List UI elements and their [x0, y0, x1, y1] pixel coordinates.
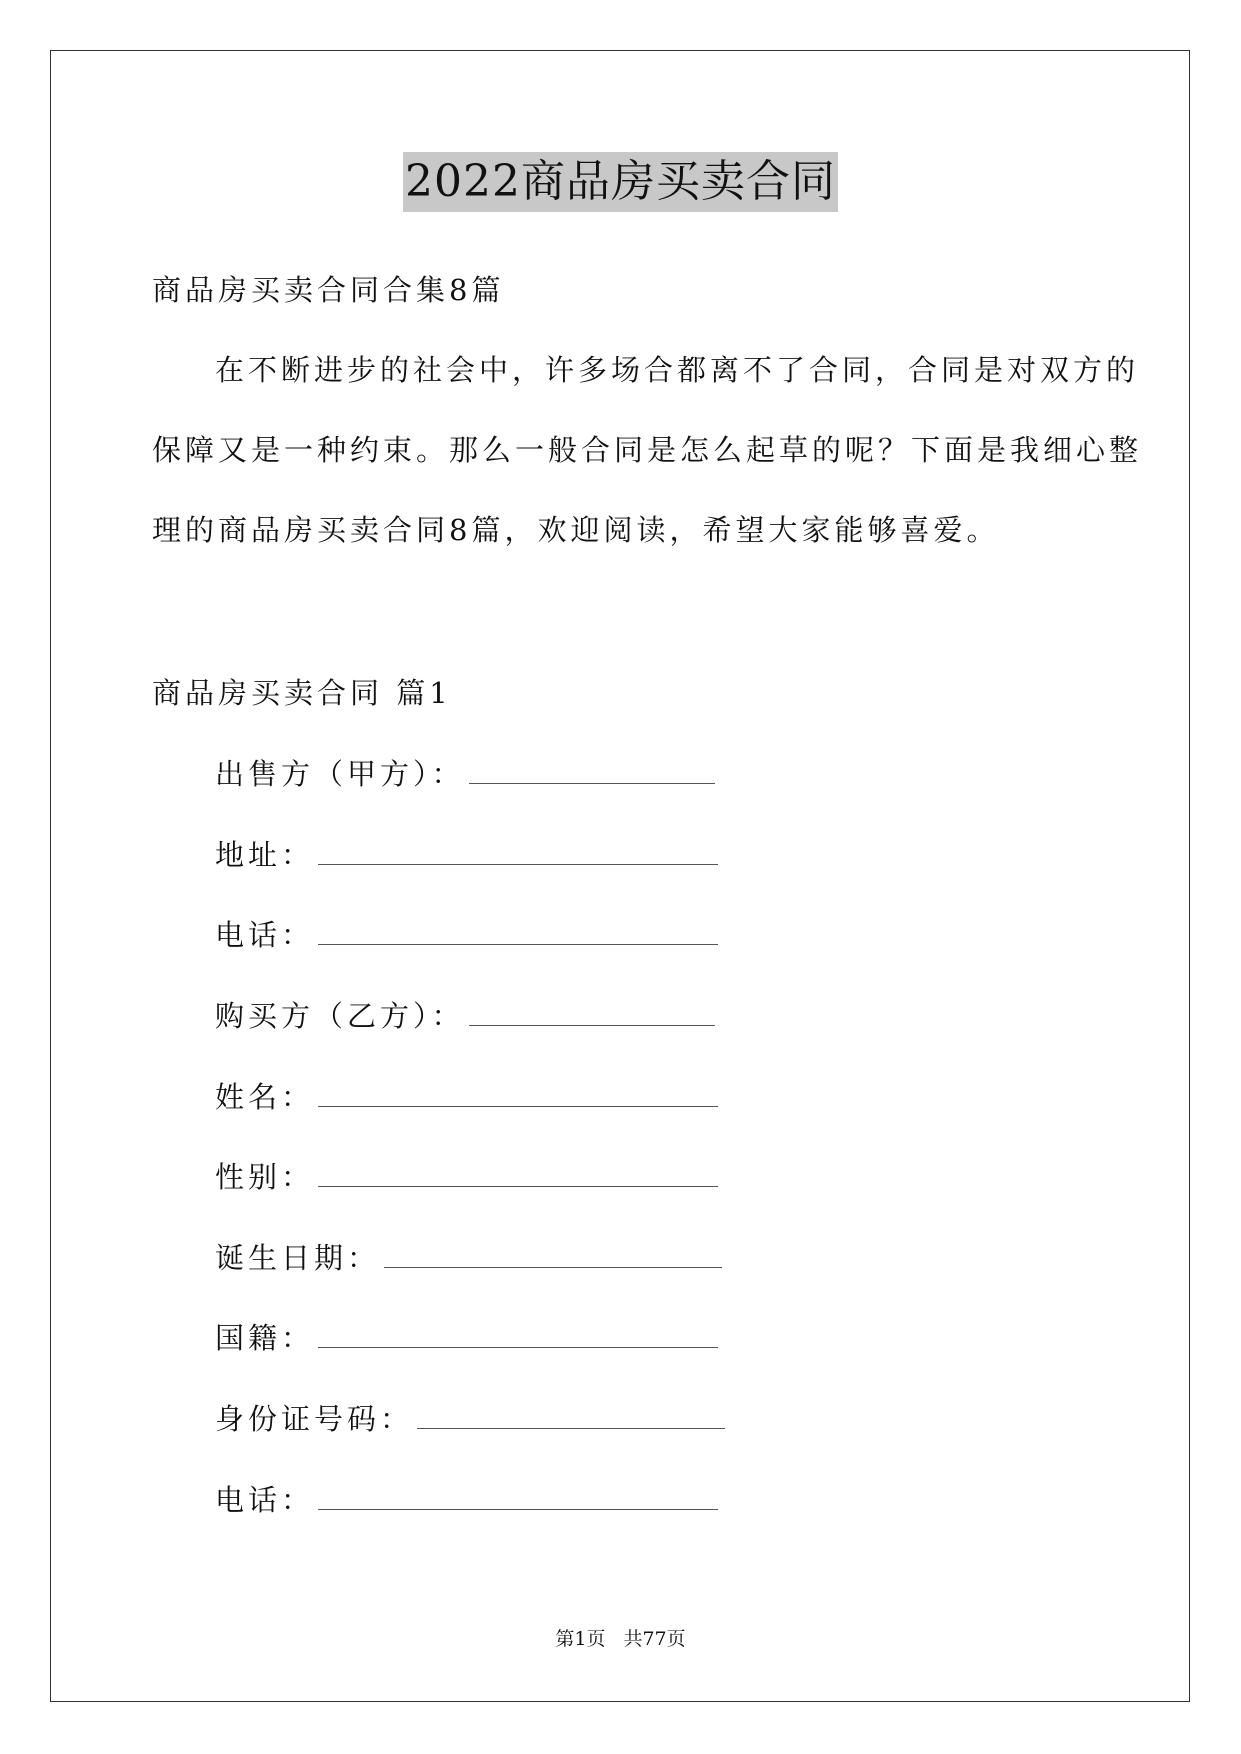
field-label: 身份证号码：: [215, 1402, 414, 1436]
intro-line-2: 保障又是一种约束。那么一般合同是怎么起草的呢？下面是我细心整: [152, 433, 1143, 467]
field-nationality: [215, 1318, 718, 1358]
field-buyer: [215, 996, 715, 1036]
fill-in-blank[interactable]: [469, 999, 715, 1026]
field-address: [215, 835, 718, 875]
field-label: 性别：: [215, 1160, 315, 1194]
field-label: 诞生日期：: [215, 1241, 381, 1275]
field-label: 姓名：: [215, 1080, 315, 1114]
fill-in-blank[interactable]: [318, 1483, 718, 1510]
field-phone-2: [215, 1480, 718, 1520]
section-heading: 商品房买卖合同 篇1: [152, 676, 452, 710]
fill-in-blank[interactable]: [318, 918, 718, 945]
field-gender: [215, 1157, 718, 1197]
field-label: 地址：: [215, 838, 315, 872]
field-label: 购买方（乙方）：: [215, 999, 465, 1033]
field-label: 出售方（甲方）：: [215, 757, 465, 791]
document-subtitle: 商品房买卖合同合集8篇: [152, 273, 505, 307]
page-current: 第1页: [555, 1628, 606, 1650]
field-phone: [215, 915, 718, 955]
fill-in-blank[interactable]: [318, 1080, 718, 1107]
fill-in-blank[interactable]: [417, 1402, 725, 1429]
field-label: 电话：: [215, 1483, 315, 1517]
page-footer: [0, 1626, 1241, 1652]
field-birth-date: [215, 1238, 722, 1278]
fill-in-blank[interactable]: [384, 1241, 722, 1268]
fill-in-blank[interactable]: [318, 1321, 718, 1348]
intro-line-1: 在不断进步的社会中，许多场合都离不了合同，合同是对双方的: [215, 353, 1140, 387]
field-id-number: [215, 1399, 725, 1439]
intro-line-3: 理的商品房买卖合同8篇，欢迎阅读，希望大家能够喜爱。: [152, 513, 1000, 547]
document-title: 2022商品房买卖合同: [403, 152, 838, 212]
fill-in-blank[interactable]: [469, 757, 715, 784]
field-label: 电话：: [215, 918, 315, 952]
fill-in-blank[interactable]: [318, 1160, 718, 1187]
field-label: 国籍：: [215, 1321, 315, 1355]
page-total: 共77页: [623, 1628, 686, 1650]
field-seller: [215, 754, 715, 794]
title-container: [0, 152, 1241, 212]
field-name: [215, 1077, 718, 1117]
fill-in-blank[interactable]: [318, 838, 718, 865]
